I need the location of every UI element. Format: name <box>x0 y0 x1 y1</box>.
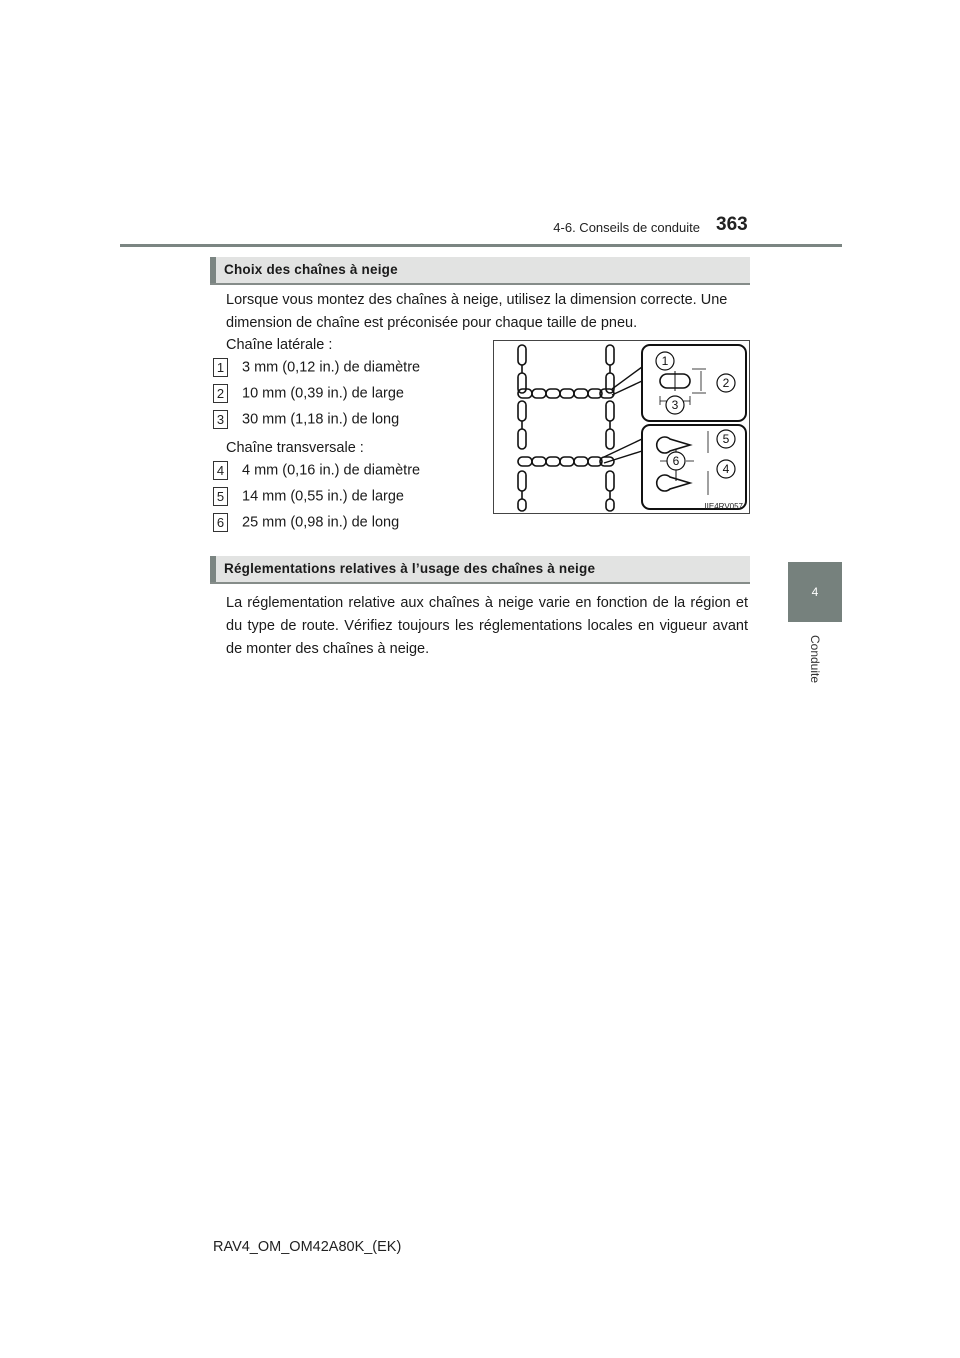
list-item <box>213 358 420 378</box>
group-label-side-chain: Chaîne latérale : <box>226 337 333 353</box>
list-item <box>213 461 420 481</box>
page-number: 363 <box>716 214 748 235</box>
callout-1: 1 <box>661 354 669 368</box>
callout-6: 6 <box>672 454 680 468</box>
cross-chain-upper <box>518 389 614 398</box>
snow-chain-figure <box>493 340 750 514</box>
callout-number: 5 <box>213 487 228 506</box>
cross-chain-lower <box>518 457 614 466</box>
callout-number: 6 <box>213 513 228 532</box>
section-heading-snow-chains <box>210 257 750 285</box>
section-heading-regulations <box>210 556 750 584</box>
group-label-cross-chain: Chaîne transversale : <box>226 440 364 456</box>
chapter-label <box>788 630 842 720</box>
item-text: 14 mm (0,55 in.) de large <box>242 488 404 505</box>
list-item <box>213 513 399 533</box>
item-text: 25 mm (0,98 in.) de long <box>242 514 400 531</box>
section-reference: 4-6. Conseils de conduite <box>553 220 700 235</box>
heading-text: Choix des chaînes à neige <box>224 262 398 277</box>
document-code: RAV4_OM_OM42A80K_(EK) <box>213 1239 402 1255</box>
callout-2: 2 <box>722 376 730 390</box>
chapter-label-text: Conduite <box>808 634 822 684</box>
callout-number: 3 <box>213 410 228 429</box>
callout-5: 5 <box>722 432 730 446</box>
intro-paragraph: Lorsque vous montez des chaînes à neige, utilisez la dimension correcte. Une dimension de chaîne est préconisée pour chaque taille de pneu. <box>226 292 728 331</box>
callout-3: 3 <box>671 398 679 412</box>
heading-bar <box>210 257 216 283</box>
item-text: 3 mm (0,12 in.) de diamètre <box>242 359 421 376</box>
figure-code: IIE4RV057 <box>704 502 743 511</box>
side-chain-left <box>518 345 526 511</box>
list-item <box>213 410 399 430</box>
callout-number: 4 <box>213 461 228 480</box>
chapter-tab: 4 <box>788 562 842 622</box>
header-rule <box>120 244 842 247</box>
side-chain-right <box>606 345 614 511</box>
item-text: 30 mm (1,18 in.) de long <box>242 411 400 428</box>
item-text: 4 mm (0,16 in.) de diamètre <box>242 462 421 479</box>
heading-text: Réglementations relatives à l’usage des chaînes à neige <box>224 561 596 576</box>
callout-number: 2 <box>213 384 228 403</box>
heading-bar <box>210 556 216 582</box>
callout-4: 4 <box>722 462 730 476</box>
list-item <box>213 487 404 507</box>
snow-chain-illustration <box>494 341 749 513</box>
item-text: 10 mm (0,39 in.) de large <box>242 385 404 402</box>
callout-number: 1 <box>213 358 228 377</box>
regulations-paragraph: La réglementation relative aux chaînes à neige varie en fonction de la région et du type de route. Vérifiez toujours les réglementations locales en vigueur avant de monter des chaînes à neige. <box>226 595 748 657</box>
list-item <box>213 384 404 404</box>
